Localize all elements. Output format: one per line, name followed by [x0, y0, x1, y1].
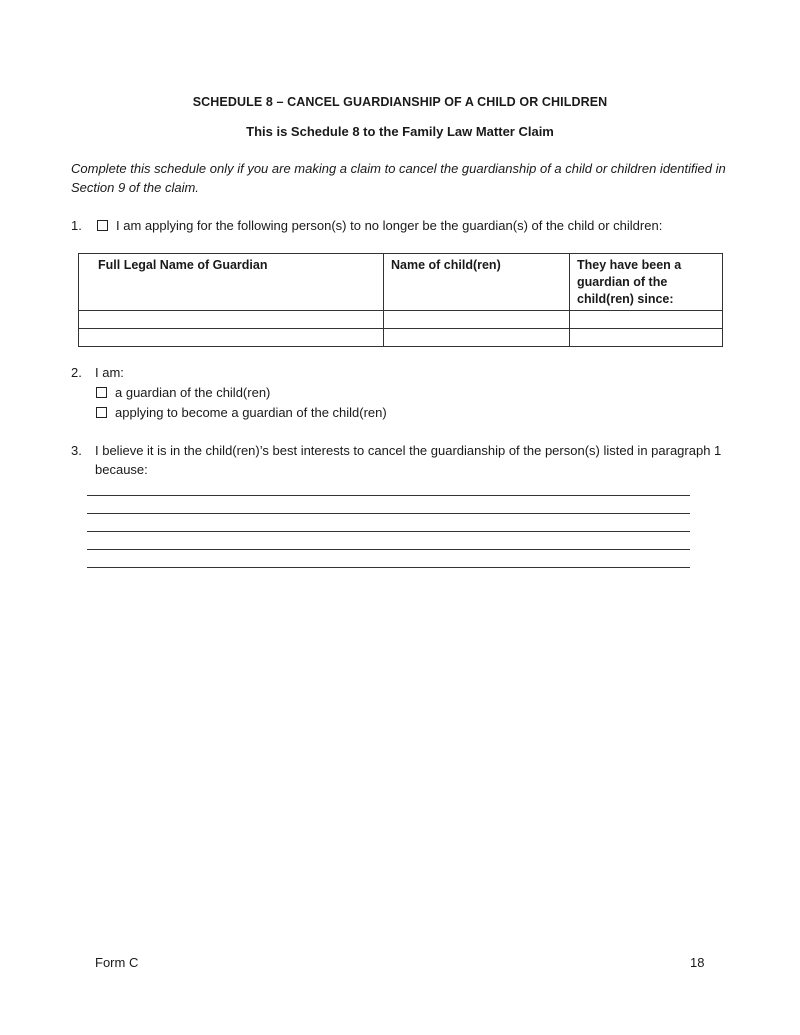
page-number: 18: [690, 955, 705, 970]
table-header-row: [79, 254, 723, 311]
applying-guardian-checkbox[interactable]: [96, 407, 107, 418]
item-3: [71, 441, 731, 479]
is-guardian-label: a guardian of the child(ren): [115, 385, 271, 400]
reason-line[interactable]: [87, 496, 690, 514]
is-guardian-checkbox[interactable]: [96, 387, 107, 398]
item-3-number: 3.: [71, 443, 82, 458]
item-1-text: I am applying for the following person(s) to no longer be the guardian(s) of the child or children:: [116, 218, 663, 233]
reasons-lines: [87, 495, 690, 568]
guardian-since-field[interactable]: [570, 311, 722, 328]
item-2: [71, 363, 124, 382]
option-is-guardian: [96, 383, 270, 402]
form-label: Form C: [95, 955, 139, 970]
table-row: [79, 329, 723, 347]
reason-line[interactable]: [87, 532, 690, 550]
reason-line[interactable]: [87, 514, 690, 532]
column-header-guardian-since: They have been a guardian of the child(ren) since:: [570, 254, 723, 311]
item-1-number: 1.: [71, 218, 82, 233]
child-name-field[interactable]: [384, 311, 569, 328]
instructions-text: Complete this schedule only if you are making a claim to cancel the guardianship of a child or children identified in Section 9 of the claim.: [71, 161, 726, 195]
item-2-text: I am:: [95, 365, 124, 380]
item-1: [71, 216, 662, 235]
applying-guardian-label: applying to become a guardian of the child(ren): [115, 405, 387, 420]
column-header-guardian-name: Full Legal Name of Guardian: [79, 254, 384, 311]
guardian-name-field[interactable]: [79, 329, 383, 346]
guardian-name-cell: [79, 329, 384, 347]
guardian-table: [78, 253, 723, 347]
table-row: [79, 311, 723, 329]
schedule-subtitle: This is Schedule 8 to the Family Law Matter Claim: [246, 124, 554, 139]
guardian-name-cell: [79, 311, 384, 329]
option-applying-guardian: [96, 403, 387, 422]
guardian-name-field[interactable]: [79, 311, 383, 328]
guardian-since-field[interactable]: [570, 329, 722, 346]
child-name-cell: [384, 329, 570, 347]
reason-line[interactable]: [87, 550, 690, 568]
item-3-text: I believe it is in the child(ren)’s best interests to cancel the guardianship of the person(s) listed in paragraph 1 because:: [95, 443, 722, 477]
item-2-number: 2.: [71, 365, 82, 380]
child-name-field[interactable]: [384, 329, 569, 346]
guardian-since-cell: [570, 311, 723, 329]
guardian-since-cell: [570, 329, 723, 347]
item-1-checkbox[interactable]: [97, 220, 108, 231]
column-header-child-name: Name of child(ren): [384, 254, 570, 311]
child-name-cell: [384, 311, 570, 329]
schedule-title: SCHEDULE 8 – CANCEL GUARDIANSHIP OF A CHILD OR CHILDREN: [192, 95, 608, 109]
